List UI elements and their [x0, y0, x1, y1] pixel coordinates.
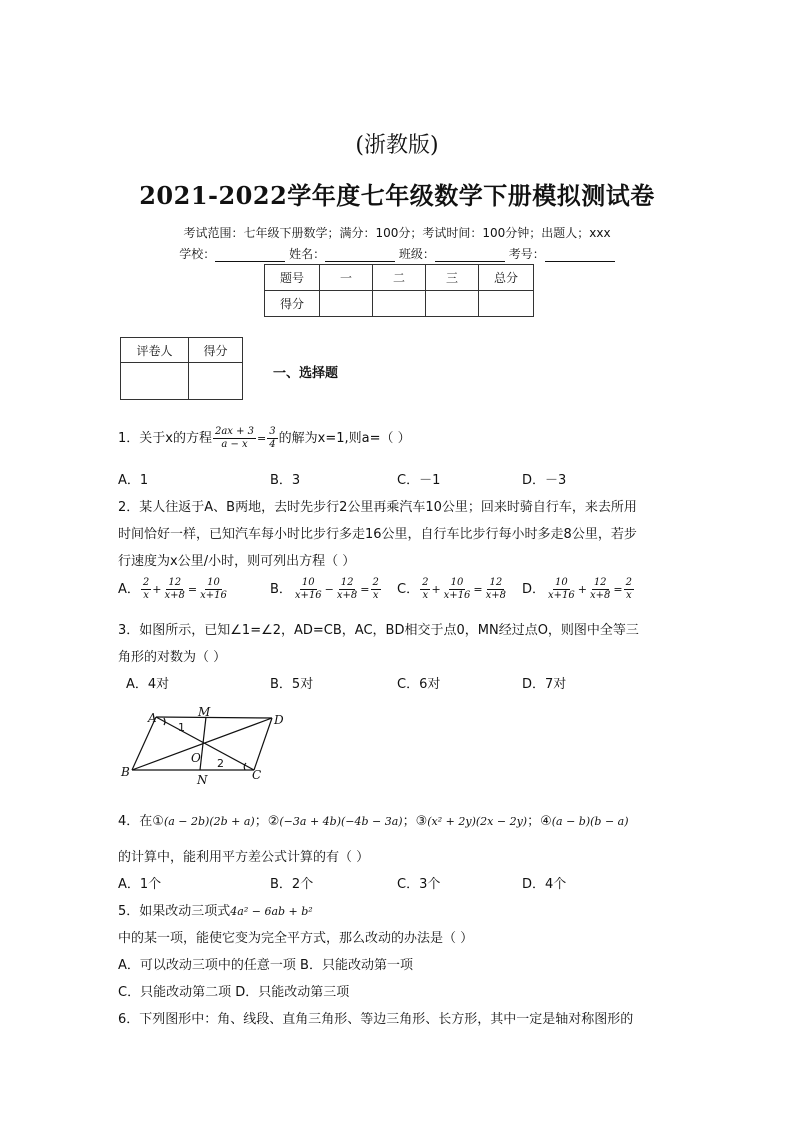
- q1-option-c: C．－1: [397, 473, 441, 488]
- name-blank: [325, 248, 395, 262]
- q2-option-c: C． $\frac{2}{x}$ + $\frac{10}{x+16}$ = $\frac{12}{x+8}$: [397, 577, 507, 601]
- label-O: O: [191, 751, 201, 765]
- q3-parallelogram-figure: [118, 704, 298, 788]
- q4-option-a: A．1个: [118, 877, 162, 892]
- segment-AD: [156, 717, 272, 718]
- q1-prefix: 1．关于x的方程: [118, 431, 212, 446]
- exam-info: 考试范围：七年级下册数学；满分：100分；考试时间：100分钟；出题人；xxx: [183, 226, 611, 240]
- q1-suffix: 的解为x=1,则a=（ ）: [278, 431, 411, 446]
- school-label: 学校：: [179, 247, 216, 261]
- score-header-cell: 总分: [479, 265, 534, 291]
- student-fields: [0, 245, 794, 262]
- q2-line-3: 行速度为x公里/小时，则可列出方程（ ）: [118, 554, 356, 569]
- q1-fraction-right: $\frac{3}{4}$: [269, 426, 276, 450]
- label-M: M: [198, 705, 211, 719]
- q4-option-c: C．3个: [397, 877, 441, 892]
- q3-option-c: C．6对: [397, 677, 441, 692]
- question-1: [118, 426, 411, 451]
- q4-expr-2: (−3a + 4b)(−4b − 3a): [279, 815, 403, 828]
- q3-line-1: 3．如图所示，已知∠1=∠2，AD=CB，AC，BD相交于点0，MN经过点O，则图中全等三: [118, 623, 639, 638]
- grader-cell: [189, 363, 243, 400]
- q5-line-4: C．只能改动第二项 D．只能改动第三项: [118, 985, 350, 1000]
- q4-option-b: B．2个: [270, 877, 314, 892]
- q2-option-d: D． $\frac{10}{x+16}$ + $\frac{12}{x+8}$ = $\frac{2}{x}$: [522, 577, 632, 601]
- number-label: 考号：: [508, 247, 545, 261]
- page-title: 2021-2022学年度七年级数学下册模拟测试卷: [139, 181, 655, 210]
- score-table: [264, 264, 534, 317]
- q2-option-b: B． $\frac{10}{x+16}$ − $\frac{12}{x+8}$ = $\frac{2}{x}$: [270, 577, 379, 601]
- label-A: A: [148, 711, 157, 725]
- angle-label-2: 2: [217, 757, 224, 770]
- label-N: N: [197, 773, 208, 787]
- question-4: 4．在①(a − 2b)(2b + a)；②(−3a + 4b)(−4b − 3a)；③(x² + 2y)(2x − 2y)；④(a − b)(b − a): [118, 814, 629, 829]
- class-blank: [435, 248, 505, 262]
- q1-option-d: D．－3: [522, 473, 567, 488]
- score-cell: [373, 291, 426, 317]
- score-header-cell: 二: [373, 265, 426, 291]
- q5-line-2: 中的某一项，能使它变为完全平方式，那么改动的办法是（ ）: [118, 931, 474, 946]
- score-cell: [426, 291, 479, 317]
- q4-expr-4: (a − b)(b − a): [551, 815, 629, 828]
- q3-option-d: D．7对: [522, 677, 567, 692]
- q4-option-d: D．4个: [522, 877, 567, 892]
- edition-label: (浙教版): [355, 133, 439, 158]
- q2-option-a: A． $\frac{2}{x}$ + $\frac{12}{x+8}$ = $\frac{10}{x+16}$: [118, 577, 227, 601]
- label-C: C: [252, 768, 262, 782]
- score-header-cell: 题号: [265, 265, 320, 291]
- name-label: 姓名：: [289, 247, 326, 261]
- q4-line-2: 的计算中，能利用平方差公式计算的有（ ）: [118, 850, 370, 865]
- grader-header-cell: 评卷人: [121, 338, 189, 363]
- q5-line-3: A．可以改动三项中的任意一项 B．只能改动第一项: [118, 958, 413, 973]
- q4-expr-1: (a − 2b)(2b + a): [163, 815, 255, 828]
- q4-expr-3: (x² + 2y)(2x − 2y): [427, 815, 528, 828]
- score-header-cell: 一: [320, 265, 373, 291]
- score-row-label: 得分: [265, 291, 320, 317]
- score-cell: [320, 291, 373, 317]
- q1-fraction-left: $\frac{2ax + 3}{a - x}$: [214, 426, 255, 450]
- class-label: 班级：: [398, 247, 435, 261]
- q3-option-b: B．5对: [270, 677, 314, 692]
- score-cell: [479, 291, 534, 317]
- q2-line-2: 时间恰好一样，已知汽车每小时比步行多走16公里，自行车比步行每小时多走8公里，若步: [118, 527, 637, 542]
- q1-equals: =: [257, 432, 267, 445]
- q6-line-1: 6．下列图形中：角、线段、直角三角形、等边三角形、长方形，其中一定是轴对称图形的: [118, 1012, 634, 1027]
- angle-label-1: 1: [178, 721, 185, 734]
- angle-2-arc: [244, 763, 246, 770]
- q2-line-1: 2．某人往返于A、B两地，去时先步行2公里再乘汽车10公里；回来时骑自行车，来去所用: [118, 500, 637, 515]
- q3-line-2: 角形的对数为（ ）: [118, 650, 227, 665]
- q1-option-a: A．1: [118, 473, 149, 488]
- grader-table: [120, 337, 243, 400]
- label-D: D: [274, 713, 284, 727]
- section-title: 一、选择题: [273, 366, 339, 381]
- question-5: 5．如果改动三项式4a² − 6ab + b²: [118, 904, 313, 919]
- school-blank: [215, 248, 285, 262]
- segment-DC: [254, 718, 272, 770]
- number-blank: [545, 248, 615, 262]
- q5-expr: 4a² − 6ab + b²: [230, 905, 313, 918]
- grader-cell: [121, 363, 189, 400]
- grader-header-cell: 得分: [189, 338, 243, 363]
- segment-BD: [132, 718, 272, 770]
- q1-option-b: B．3: [270, 473, 301, 488]
- q3-option-a: A．4对: [126, 677, 170, 692]
- label-B: B: [121, 765, 130, 779]
- score-header-cell: 三: [426, 265, 479, 291]
